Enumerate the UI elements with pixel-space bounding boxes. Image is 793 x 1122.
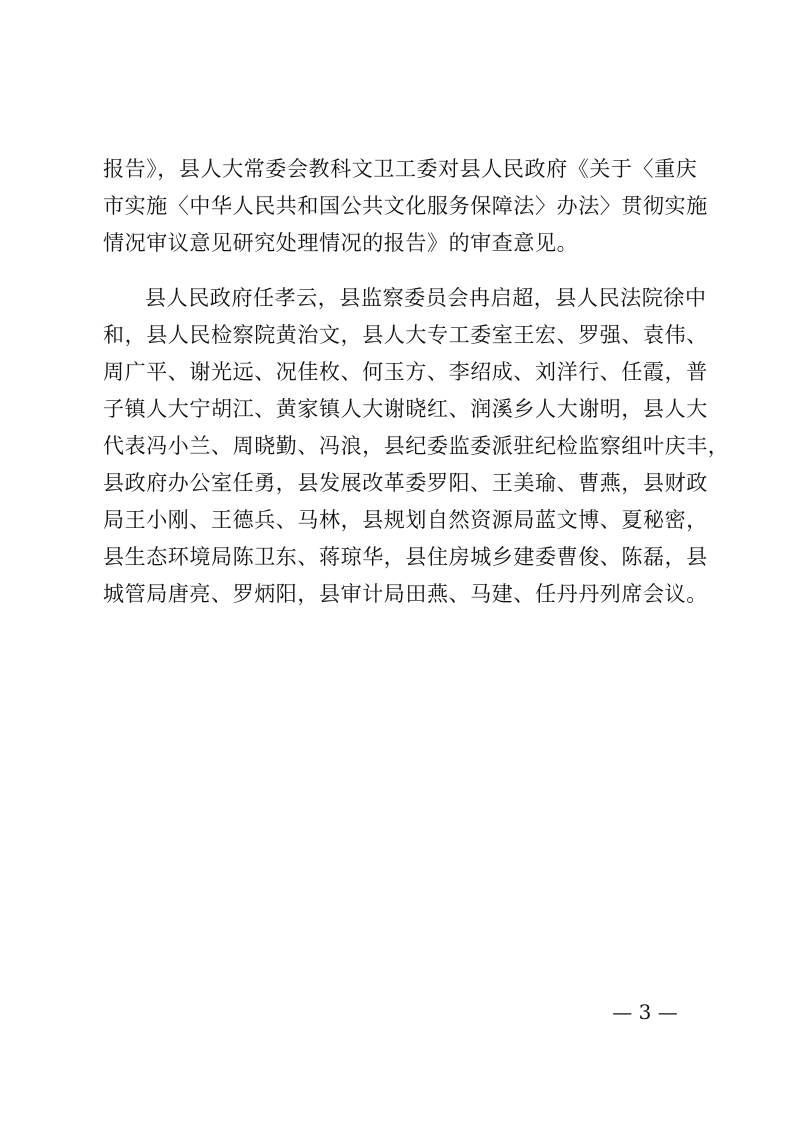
paragraph-2-line-9: 城管局唐亮、罗炳阳，县审计局田燕、马建、任丹丹列席会议。 [103,582,708,606]
page-number: — 3 — [612,1000,678,1024]
paragraph-2-line-4: 子镇人大宁胡江、黄家镇人大谢晓红、润溪乡人大谢明，县人大 [103,397,708,421]
paragraph-2-line-8: 县生态环境局陈卫东、蒋琼华，县住房城乡建委曹俊、陈磊，县 [103,545,708,569]
paragraph-1-line-1: 报告》，县人大常委会教科文卫工委对县人民政府《关于〈重庆 [103,157,698,181]
paragraph-2-line-2: 和，县人民检察院黄治文，县人大专工委室王宏、罗强、袁伟、 [103,323,708,347]
paragraph-2-line-1: 县人民政府任孝云，县监察委员会冉启超，县人民法院徐中 [145,286,707,310]
paragraph-2-line-6: 县政府办公室任勇，县发展改革委罗阳、王美瑜、曹燕，县财政 [103,471,708,495]
paragraph-1-line-2: 市实施〈中华人民共和国公共文化服务保障法〉办法〉贯彻实施 [103,194,708,218]
paragraph-2-line-7: 局王小刚、王德兵、马林，县规划自然资源局蓝文博、夏秘密， [103,508,708,532]
body-text [103,151,730,613]
paragraph-2-line-5: 代表冯小兰、周晓勤、冯浪，县纪委监委派驻纪检监察组叶庆丰， [103,434,730,458]
paragraph-1-line-3: 情况审议意见研究处理情况的报告》的审查意见。 [103,231,579,255]
paragraph-2-line-3: 周广平、谢光远、况佳枚、何玉方、李绍成、刘洋行、任霞，普 [103,360,708,384]
